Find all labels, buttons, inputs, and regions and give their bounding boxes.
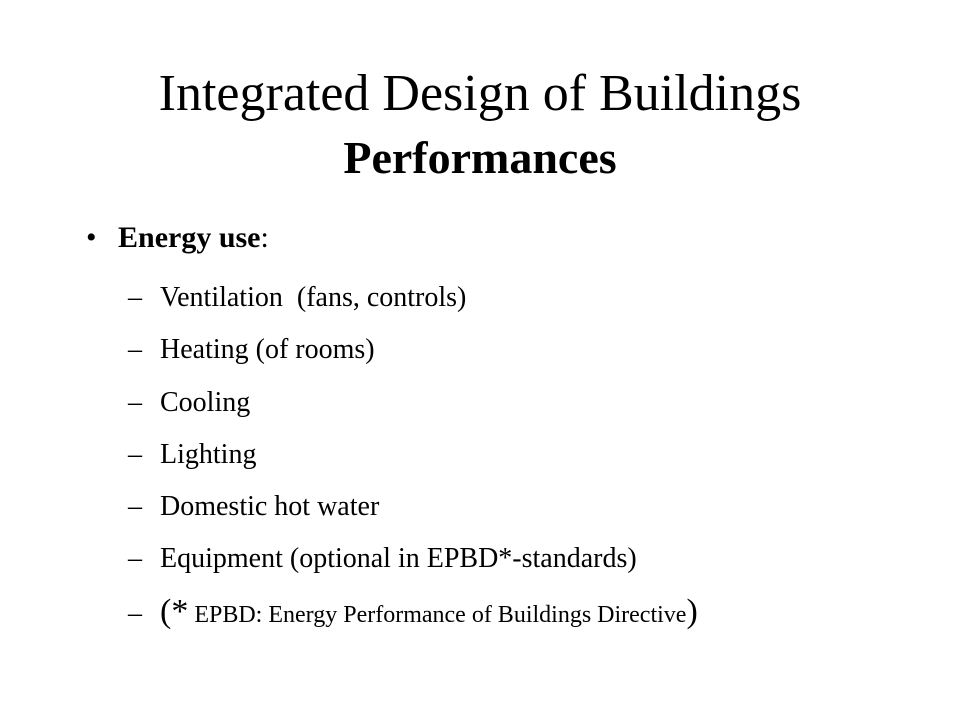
footnote-text: EPBD: Energy Performance of Buildings Directive (188, 601, 687, 628)
main-bullet (86, 218, 269, 258)
list-item (128, 324, 698, 376)
main-bullet-suffix: : (260, 221, 269, 254)
slide-title (0, 62, 960, 190)
list-item-text: Ventilation (fans, controls) (160, 282, 467, 313)
main-bullet-label: Energy use (118, 221, 261, 254)
list-item (128, 533, 698, 585)
dash-marker: – (128, 491, 142, 523)
dash-marker: – (128, 597, 142, 629)
list-item-text: Cooling (160, 386, 251, 418)
footnote-item (128, 586, 698, 641)
dash-marker: – (128, 438, 142, 470)
list-item (128, 429, 698, 481)
list-item (128, 481, 698, 533)
list-item-text: Equipment (optional in EPBD*-standards) (160, 543, 637, 575)
bullet-marker: • (86, 221, 97, 254)
footnote-close: ) (686, 592, 698, 630)
dash-marker: – (128, 282, 142, 313)
dash-marker: – (128, 334, 142, 366)
title-line-1: Integrated Design of Buildings (158, 65, 802, 122)
list-item (128, 377, 698, 429)
dash-marker: – (128, 386, 142, 418)
list-item-text: Lighting (160, 438, 257, 470)
dash-marker: – (128, 543, 142, 575)
list-item (128, 272, 698, 324)
list-item-text: Domestic hot water (160, 491, 380, 523)
sub-bullet-list (128, 272, 698, 641)
title-line-2: Performances (343, 132, 617, 183)
list-item-text: Heating (of rooms) (160, 334, 375, 366)
footnote-open: (* (160, 592, 189, 630)
